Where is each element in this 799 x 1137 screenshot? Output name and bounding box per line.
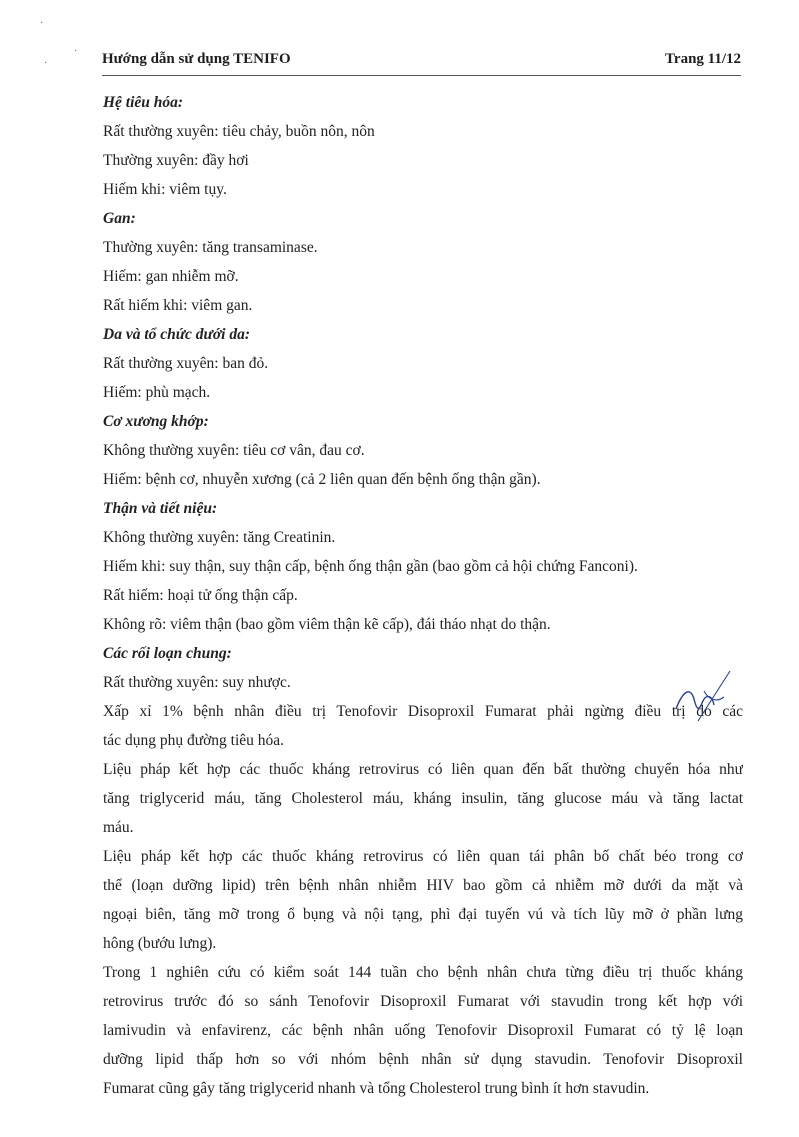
text-line: Hiếm khi: suy thận, suy thận cấp, bệnh ống thận gần (bao gồm cả hội chứng Fanconi). bbox=[103, 558, 638, 575]
text-line: retrovirus trước đó so sánh Tenofovir Disoproxil Fumarat với stavudin trong kết hợp với bbox=[103, 993, 743, 1010]
text-line: thể (loạn dưỡng lipid) trên bệnh nhân nhiễm HIV bao gồm cả nhiễm mỡ dưới da mặt và bbox=[103, 877, 743, 894]
section-heading: Thận và tiết niệu: bbox=[103, 500, 218, 517]
text-line: ngoại biên, tăng mỡ trong ổ bụng và nội tạng, phì đại tuyến vú và tích lũy mỡ ở phần lưng bbox=[103, 906, 743, 923]
text-line: Fumarat cũng gây tăng triglycerid nhanh và tổng Cholesterol trung bình ít hơn stavudin. bbox=[103, 1080, 650, 1097]
text-line: Không thường xuyên: tiêu cơ vân, đau cơ. bbox=[103, 442, 365, 459]
text-line: Hiếm: gan nhiễm mỡ. bbox=[103, 268, 239, 285]
text-line: Thường xuyên: đầy hơi bbox=[103, 152, 249, 169]
text-line: tăng triglycerid máu, tăng Cholesterol máu, kháng insulin, tăng glucose máu và tăng lactat bbox=[103, 790, 743, 807]
text-line: Rất thường xuyên: ban đỏ. bbox=[103, 355, 269, 372]
text-line: Hiếm: phù mạch. bbox=[103, 384, 211, 401]
text-line: dưỡng lipid thấp hơn so với nhóm bệnh nhân sử dụng stavudin. Tenofovir Disoproxil bbox=[103, 1051, 743, 1068]
text-line: Rất thường xuyên: tiêu chảy, buồn nôn, nôn bbox=[103, 123, 375, 140]
page-header bbox=[102, 49, 741, 76]
text-line: Thường xuyên: tăng transaminase. bbox=[103, 239, 318, 256]
section-heading: Da và tổ chức dưới da: bbox=[103, 326, 250, 343]
handwritten-initials-signature bbox=[668, 665, 738, 725]
text-line: tác dụng phụ đường tiêu hóa. bbox=[103, 732, 285, 749]
text-line: lamivudin và enfavirenz, các bệnh nhân uống Tenofovir Disoproxil Fumarat có tỷ lệ loạn bbox=[103, 1022, 743, 1039]
text-line: Rất thường xuyên: suy nhược. bbox=[103, 674, 291, 691]
page-number: Trang 11/12 bbox=[665, 51, 741, 67]
text-line: Trong 1 nghiên cứu có kiểm soát 144 tuần cho bệnh nhân chưa từng điều trị thuốc kháng bbox=[103, 964, 743, 981]
text-line: Liệu pháp kết hợp các thuốc kháng retrovirus có liên quan tái phân bố chất béo trong cơ bbox=[103, 848, 743, 865]
text-line: hông (bướu lưng). bbox=[103, 935, 217, 952]
text-line: Xấp xỉ 1% bệnh nhân điều trị Tenofovir Disoproxil Fumarat phải ngừng điều trị do các bbox=[103, 703, 743, 720]
section-heading: Gan: bbox=[103, 210, 136, 227]
scan-dot-mark: · bbox=[40, 18, 44, 29]
document-title: Hướng dẫn sử dụng TENIFO bbox=[102, 51, 291, 67]
text-line: Không rõ: viêm thận (bao gồm viêm thận kẽ cấp), đái tháo nhạt do thận. bbox=[103, 616, 551, 633]
section-heading: Hệ tiêu hóa: bbox=[103, 94, 184, 111]
section-heading: Các rối loạn chung: bbox=[103, 645, 232, 662]
text-line: Hiếm: bệnh cơ, nhuyễn xương (cả 2 liên quan đến bệnh ống thận gần). bbox=[103, 471, 541, 488]
text-line: máu. bbox=[103, 819, 134, 836]
text-line: Rất hiếm khi: viêm gan. bbox=[103, 297, 253, 314]
scan-dot-mark: · bbox=[74, 46, 78, 57]
document-body bbox=[103, 88, 743, 1103]
text-line: Hiếm khi: viêm tụy. bbox=[103, 181, 227, 198]
text-line: Liệu pháp kết hợp các thuốc kháng retrovirus có liên quan đến bất thường chuyển hóa như bbox=[103, 761, 743, 778]
section-heading: Cơ xương khớp: bbox=[103, 413, 209, 430]
scan-dot-mark: · bbox=[44, 58, 48, 69]
text-line: Rất hiếm: hoại tử ống thận cấp. bbox=[103, 587, 298, 604]
text-line: Không thường xuyên: tăng Creatinin. bbox=[103, 529, 336, 546]
